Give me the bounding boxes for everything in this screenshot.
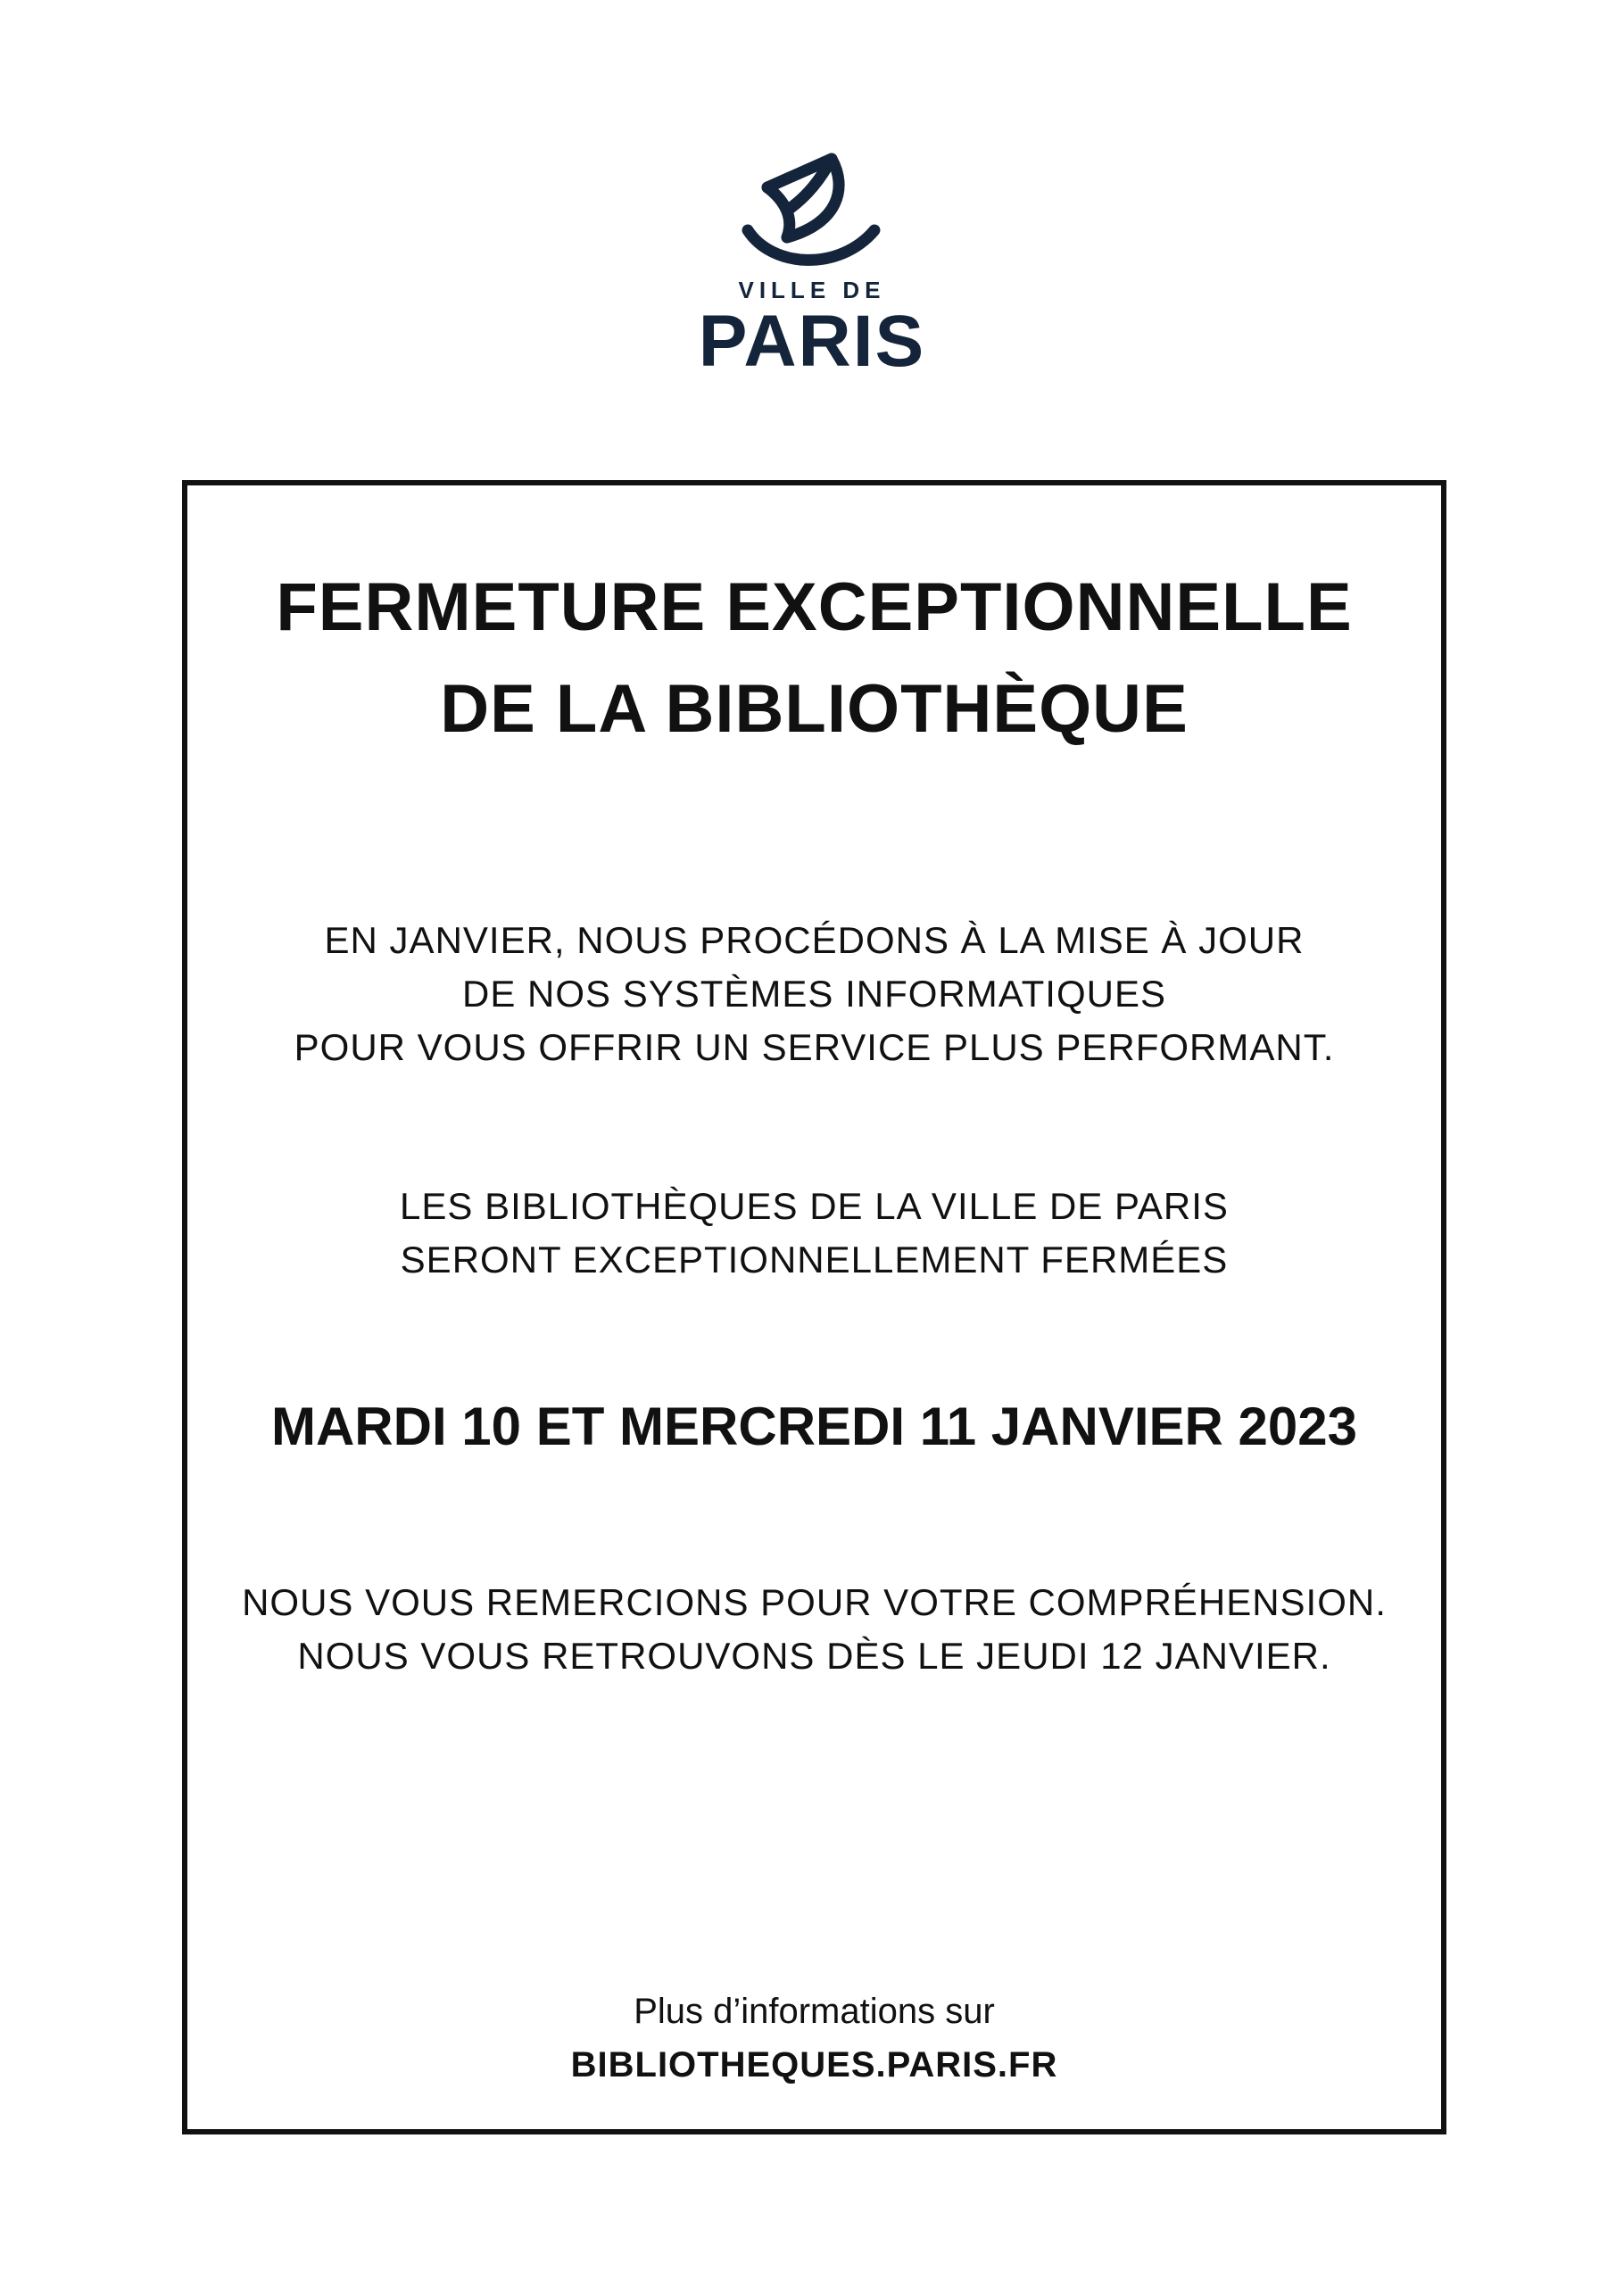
notice-frame [182, 480, 1446, 2134]
closure-line-2: SERONT EXCEPTIONNELLEMENT FERMÉES [400, 1239, 1229, 1281]
notice-title [187, 557, 1441, 760]
paris-ship-logo-icon [732, 134, 892, 277]
update-line-3: POUR VOUS OFFRIR UN SERVICE PLUS PERFORMANT. [294, 1026, 1335, 1068]
title-line-1: FERMETURE EXCEPTIONNELLE [276, 569, 1353, 645]
update-line-2: DE NOS SYSTÈMES INFORMATIQUES [462, 973, 1166, 1015]
thanks-line-2: NOUS VOUS RETROUVONS DÈS LE JEUDI 12 JANVIER. [297, 1635, 1331, 1677]
thanks-paragraph [187, 1576, 1441, 1683]
more-info [187, 1985, 1441, 2092]
update-line-1: EN JANVIER, NOUS PROCÉDONS À LA MISE À JOUR [324, 919, 1305, 961]
ville-de-paris-logo [678, 134, 946, 402]
logo-ville-de-text: VILLE DE [738, 277, 886, 303]
logo-paris-text: PARIS [698, 301, 926, 382]
title-line-2: DE LA BIBLIOTHÈQUE [440, 671, 1189, 747]
closure-paragraph [187, 1180, 1441, 1287]
thanks-line-1: NOUS VOUS REMERCIONS POUR VOTRE COMPRÉHENSION. [242, 1581, 1387, 1623]
closure-line-1: LES BIBLIOTHÈQUES DE LA VILLE DE PARIS [400, 1185, 1229, 1227]
website-link[interactable]: BIBLIOTHEQUES.PARIS.FR [570, 2045, 1058, 2085]
update-paragraph [187, 914, 1441, 1074]
closure-dates: MARDI 10 ET MERCREDI 11 JANVIER 2023 [270, 1397, 1358, 1456]
more-info-text: Plus d’informations sur [634, 1992, 995, 2031]
